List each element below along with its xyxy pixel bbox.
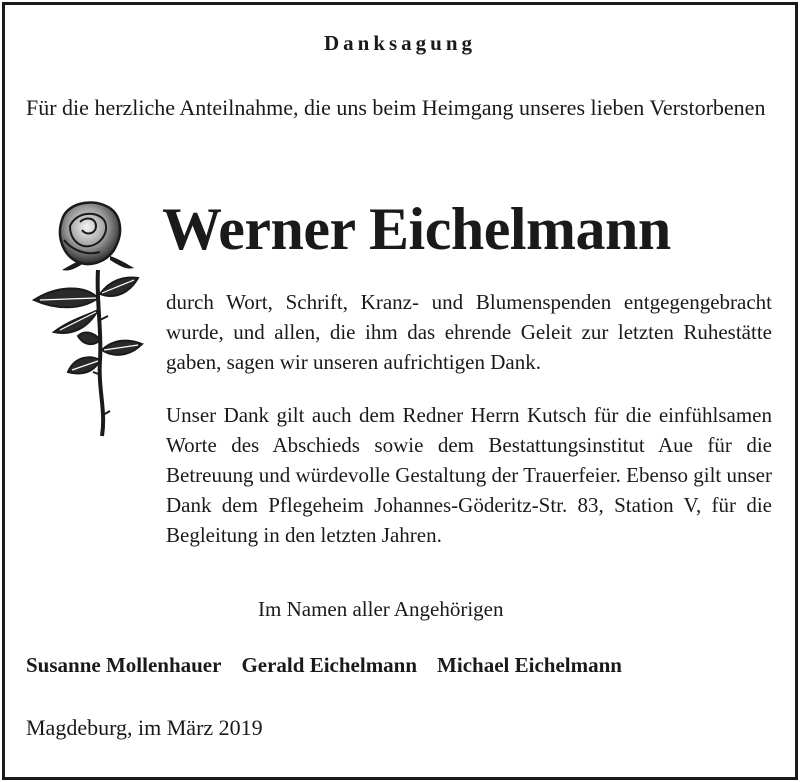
rose-icon: [26, 200, 156, 440]
intro-text: Für die herzliche Anteilnahme, die uns beim Heimgang unseres lieben Verstorbenen: [26, 95, 766, 120]
signer-name: Gerald Eichelmann: [241, 653, 418, 677]
signer-name: Susanne Mollenhauer: [26, 653, 222, 677]
thanks-paragraph: durch Wort, Schrift, Kranz- und Blumenspenden entgegengebracht wurde, und allen, die ihm das ehrende Geleit zur letzten Ruhestätte gaben, sagen wir unseren aufrichtigen Dank.: [166, 290, 772, 374]
deceased-name: Werner Eichelmann: [162, 196, 671, 262]
signers-list: [26, 650, 786, 680]
closing-line: Im Namen aller Angehörigen: [258, 597, 504, 621]
notice-heading: Danksagung: [323, 31, 477, 55]
thanks-paragraph: Unser Dank gilt auch dem Redner Herrn Kutsch für die einfühlsamen Worte des Abschieds sowie dem Bestattungsinstitut Aue für die Betreuung und würdevolle Gestaltung der Trauerfeier. Ebenso gilt unser Dank dem Pflegeheim Johannes-Göderitz-Str. 83, Station V, für die Begleitung in den letzten Jahren.: [166, 403, 772, 547]
place-date: Magdeburg, im März 2019: [26, 715, 263, 740]
signer-name: Michael Eichelmann: [437, 653, 622, 677]
